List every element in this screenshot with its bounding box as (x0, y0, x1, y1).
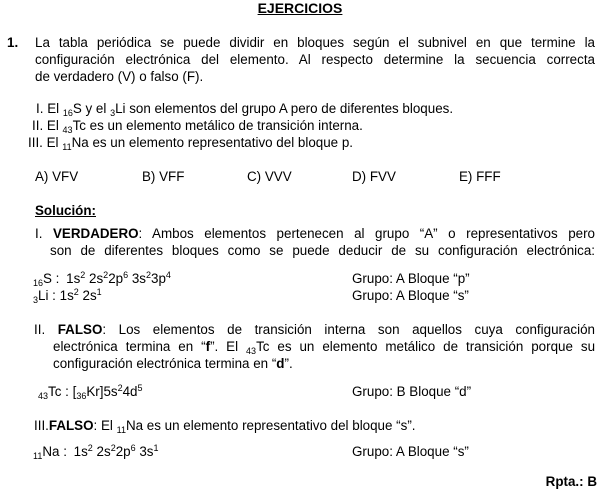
config-na (33, 444, 159, 459)
element-symbol: Tc (48, 384, 62, 399)
solution-part2-line1 (34, 322, 595, 337)
electron-count: 2 (80, 270, 86, 280)
statement-1 (36, 101, 453, 116)
part2-line3-c: ”. (284, 356, 293, 371)
colon: : (61, 384, 73, 399)
option-c: C) VVV (247, 169, 292, 184)
statement-3-text: Na es un elemento representativo del bloque p. (71, 135, 353, 150)
orbital: 2p (115, 444, 131, 459)
atomic-number: 43 (62, 125, 73, 135)
atomic-number: 16 (33, 278, 44, 288)
element-symbol: Li (38, 288, 49, 303)
electron-count: 2 (103, 270, 109, 280)
part3-verdict: FALSO (48, 418, 94, 433)
atomic-number: 11 (116, 425, 126, 435)
noble-gas-core: Kr]5s (86, 384, 118, 399)
statement-3 (28, 135, 353, 150)
orbital: 4d (122, 384, 138, 399)
atomic-number: 3 (33, 295, 39, 305)
bracket: [ (72, 384, 77, 399)
electron-count: 5 (137, 383, 143, 393)
part2-line2-f: f (205, 339, 211, 354)
solution-part3-line (34, 418, 416, 433)
solution-part2-line3 (53, 356, 293, 371)
group-tc: Grupo: B Bloque “d” (352, 384, 472, 399)
group-na: Grupo: A Bloque “s” (352, 444, 469, 459)
config-tc (38, 384, 143, 399)
orbital: 3s (135, 444, 154, 459)
electron-count: 2 (73, 287, 79, 297)
atomic-number: 43 (38, 391, 49, 401)
orbital: 1s (66, 271, 81, 286)
config-s (33, 271, 171, 286)
part1-text: : Ambos elementos pertenecen al grupo “A” o representativos pero (138, 226, 595, 241)
solution-part1-line2: son de diferentes bloques como se puede deducir de su configuración electrónica: (50, 243, 595, 258)
statement-1-text-b: Li son elementos del grupo A pero de diferentes bloques. (115, 101, 454, 116)
statement-3-pre: El (46, 135, 63, 150)
statement-2-numeral: II. (32, 118, 44, 133)
electron-count: 1 (153, 443, 159, 453)
orbital: 1s (73, 444, 88, 459)
part2-line3-a: configuración electrónica termina en “ (53, 356, 277, 371)
element-symbol: S (43, 271, 52, 286)
orbital: 2s (85, 271, 104, 286)
solution-heading: Solución: (35, 203, 96, 218)
electron-count: 1 (96, 287, 102, 297)
page-title: EJERCICIOS (257, 0, 343, 16)
orbital: 2s (78, 288, 97, 303)
orbital: 3p (151, 271, 166, 286)
colon: : (59, 444, 71, 459)
statement-1-text-a: S y el (72, 101, 111, 116)
solution-part2-line2 (53, 339, 595, 354)
atomic-number: 16 (62, 108, 73, 118)
part2-line2-c: ”. El (210, 339, 247, 354)
option-e: E) FFF (459, 169, 501, 184)
orbital: 1s (59, 288, 74, 303)
part2-line3-d: d (276, 356, 285, 371)
orbital: 3s (128, 271, 146, 286)
question-line-1: La tabla periódica se puede dividir en bloques según el subnivel en que termine la (35, 35, 595, 50)
atomic-number: 43 (246, 346, 257, 356)
statement-1-numeral: I. (36, 101, 44, 116)
element-symbol: Na (42, 444, 60, 459)
atomic-number: 36 (76, 391, 87, 401)
option-a: A) VFV (35, 169, 79, 184)
part3-text-b: Na es un elemento representativo del bloque “s”. (125, 418, 416, 433)
option-d: D) FVV (352, 169, 396, 184)
statement-2 (32, 118, 363, 133)
part2-numeral: II. (34, 322, 46, 337)
statement-3-numeral: III. (28, 135, 43, 150)
part2-line2-a: electrónica termina en “ (53, 339, 206, 354)
orbital: 2p (108, 271, 124, 286)
answer: Rpta.: B (545, 474, 597, 489)
electron-count: 2 (87, 443, 93, 453)
part3-text-a: : El (93, 418, 117, 433)
colon: : (51, 271, 64, 286)
electron-count: 2 (145, 270, 151, 280)
group-li: Grupo: A Bloque “s” (352, 288, 469, 303)
solution-part1-line1 (35, 226, 595, 241)
part2-text: : Los elementos de transición interna son aquellos cuya configuración (102, 322, 595, 337)
statement-2-text: Tc es un elemento metálico de transición interna. (72, 118, 363, 133)
statement-2-pre: El (46, 118, 63, 133)
electron-count: 6 (123, 270, 129, 280)
orbital: 2s (92, 444, 111, 459)
question-line-2: configuración electrónica del elemento. Al respecto determine la secuencia correcta (35, 52, 595, 67)
atomic-number: 11 (33, 451, 43, 461)
electron-count: 2 (117, 383, 123, 393)
electron-count: 4 (165, 270, 171, 280)
group-s: Grupo: A Bloque “p” (352, 271, 470, 286)
part1-numeral: I. (35, 226, 43, 241)
config-li (33, 288, 102, 303)
statement-1-pre: El (47, 101, 63, 116)
part2-verdict: FALSO (57, 322, 103, 337)
colon: : (48, 288, 60, 303)
electron-count: 6 (130, 443, 136, 453)
part3-numeral: III. (34, 418, 49, 433)
question-line-3: de verdadero (V) o falso (F). (35, 69, 204, 84)
atomic-number: 3 (110, 108, 116, 118)
part2-line2-d: Tc es un elemento metálico de transición porque su (256, 339, 596, 354)
electron-count: 2 (110, 443, 116, 453)
option-b: B) VFF (142, 169, 185, 184)
part1-verdict: VERDADERO (52, 226, 139, 241)
question-number: 1. (7, 35, 19, 50)
atomic-number: 11 (62, 142, 72, 152)
